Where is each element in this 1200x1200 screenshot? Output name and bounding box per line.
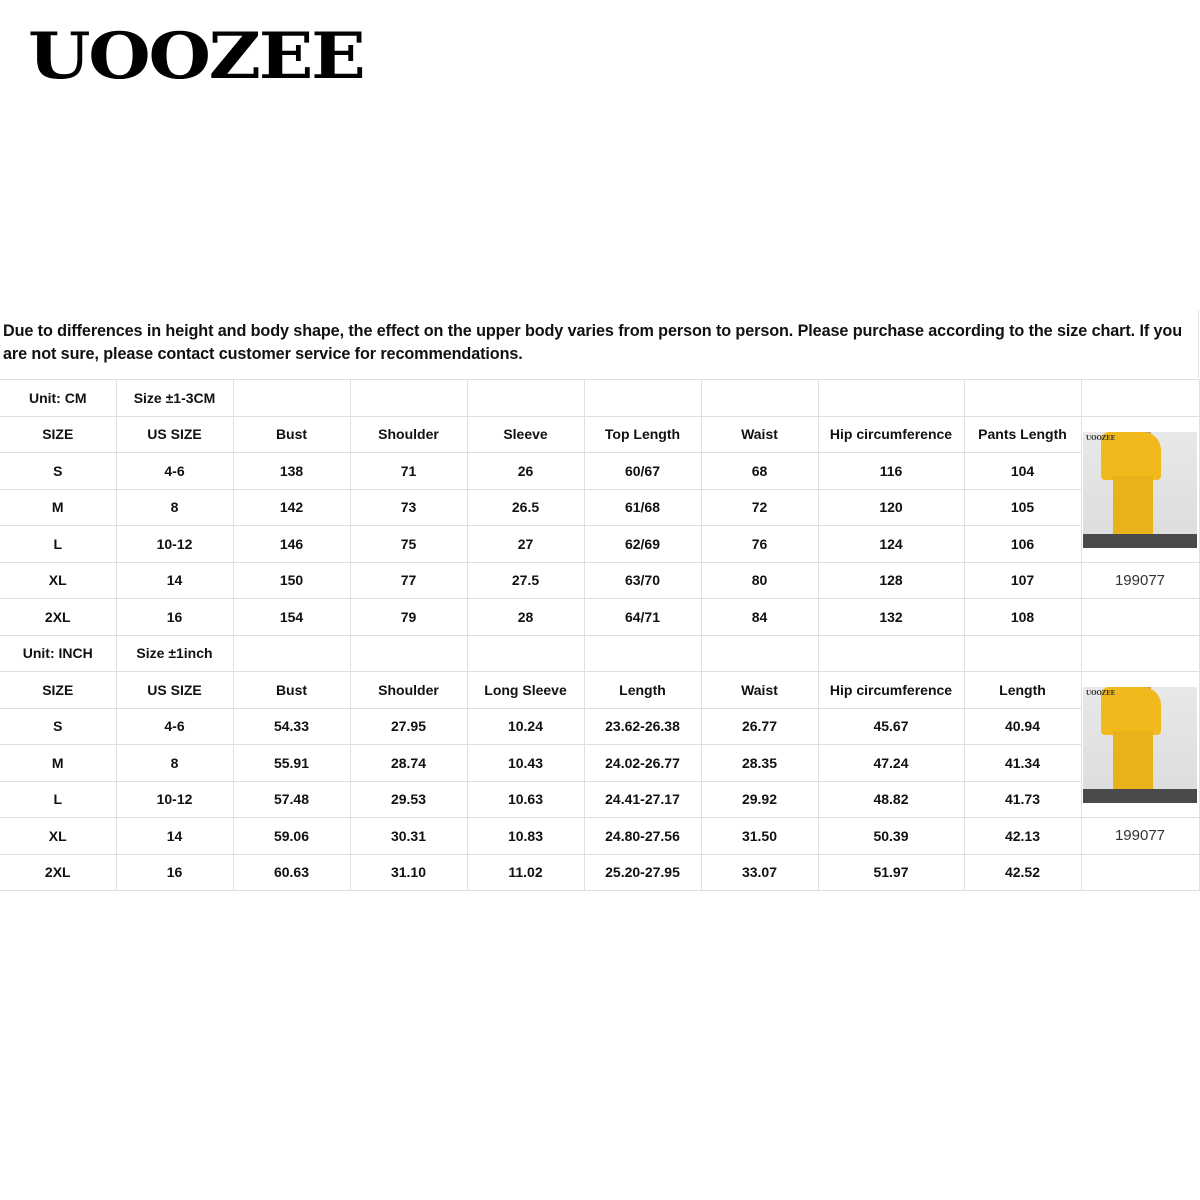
column-header: Hip circumference bbox=[818, 672, 964, 709]
product-photo bbox=[1083, 687, 1197, 803]
inch_table-header-row bbox=[0, 672, 1199, 709]
table-cell: 59.06 bbox=[233, 818, 350, 855]
table-row bbox=[0, 745, 1199, 782]
table-cell: 33.07 bbox=[701, 854, 818, 891]
table-cell: M bbox=[0, 489, 116, 526]
table-cell: 42.52 bbox=[964, 854, 1081, 891]
table-cell: 106 bbox=[964, 526, 1081, 563]
table-cell: 80 bbox=[701, 562, 818, 599]
column-header: Hip circumference bbox=[818, 416, 964, 453]
empty-cell bbox=[964, 635, 1081, 672]
table-cell: 24.80-27.56 bbox=[584, 818, 701, 855]
table-cell: 104 bbox=[964, 453, 1081, 490]
table-cell: 124 bbox=[818, 526, 964, 563]
empty-cell bbox=[701, 635, 818, 672]
table-cell: 4-6 bbox=[116, 708, 233, 745]
table-cell: 31.50 bbox=[701, 818, 818, 855]
table-cell: 2XL bbox=[0, 599, 116, 636]
table-cell: 55.91 bbox=[233, 745, 350, 782]
table-cell: 24.41-27.17 bbox=[584, 781, 701, 818]
empty-cell bbox=[584, 635, 701, 672]
table-cell: 26.77 bbox=[701, 708, 818, 745]
empty-cell bbox=[818, 635, 964, 672]
table-cell: 29.92 bbox=[701, 781, 818, 818]
table-cell: 10-12 bbox=[116, 781, 233, 818]
table-cell: 14 bbox=[116, 562, 233, 599]
table-row bbox=[0, 562, 1199, 599]
empty-cell bbox=[584, 380, 701, 417]
table-row bbox=[0, 599, 1199, 636]
table-cell: 10.24 bbox=[467, 708, 584, 745]
table-cell: S bbox=[0, 708, 116, 745]
empty-cell bbox=[233, 380, 350, 417]
table-cell: XL bbox=[0, 562, 116, 599]
table-cell: 25.20-27.95 bbox=[584, 854, 701, 891]
table-cell: 105 bbox=[964, 489, 1081, 526]
column-header: Pants Length bbox=[964, 416, 1081, 453]
table-cell: 132 bbox=[818, 599, 964, 636]
table-cell: S bbox=[0, 453, 116, 490]
table-cell: 27.5 bbox=[467, 562, 584, 599]
empty-cell bbox=[964, 380, 1081, 417]
table-cell: 76 bbox=[701, 526, 818, 563]
table-cell: 61/68 bbox=[584, 489, 701, 526]
table-cell: 60.63 bbox=[233, 854, 350, 891]
table-cell: 14 bbox=[116, 818, 233, 855]
table-cell: 16 bbox=[116, 854, 233, 891]
table-cell: 50.39 bbox=[818, 818, 964, 855]
column-header: Bust bbox=[233, 672, 350, 709]
table-cell: 77 bbox=[350, 562, 467, 599]
column-header: Waist bbox=[701, 416, 818, 453]
table-cell: 10-12 bbox=[116, 526, 233, 563]
unit-label: Unit: CM bbox=[0, 380, 116, 417]
table-cell: 42.13 bbox=[964, 818, 1081, 855]
table-cell: 63/70 bbox=[584, 562, 701, 599]
column-header: SIZE bbox=[0, 416, 116, 453]
table-cell: 108 bbox=[964, 599, 1081, 636]
table-cell: XL bbox=[0, 818, 116, 855]
empty-cell bbox=[1081, 380, 1199, 417]
photo-watermark: UOOZEE bbox=[1086, 434, 1116, 442]
column-header: Length bbox=[584, 672, 701, 709]
column-header: Sleeve bbox=[467, 416, 584, 453]
empty-cell bbox=[1081, 599, 1199, 636]
empty-cell bbox=[350, 380, 467, 417]
table-cell: 54.33 bbox=[233, 708, 350, 745]
column-header: Shoulder bbox=[350, 672, 467, 709]
brand-logo: UOOZEE bbox=[28, 19, 364, 94]
table-cell: 11.02 bbox=[467, 854, 584, 891]
column-header: Waist bbox=[701, 672, 818, 709]
product-code: 199077 bbox=[1081, 818, 1199, 855]
table-cell: 10.63 bbox=[467, 781, 584, 818]
table-cell: 10.83 bbox=[467, 818, 584, 855]
inch_table-unit-row bbox=[0, 635, 1199, 672]
table-cell: 138 bbox=[233, 453, 350, 490]
table-row bbox=[0, 453, 1199, 490]
table-cell: 68 bbox=[701, 453, 818, 490]
empty-cell bbox=[467, 380, 584, 417]
table-cell: 23.62-26.38 bbox=[584, 708, 701, 745]
table-cell: 27.95 bbox=[350, 708, 467, 745]
empty-cell bbox=[233, 635, 350, 672]
product-image-cell bbox=[1081, 416, 1199, 562]
column-header: SIZE bbox=[0, 672, 116, 709]
table-cell: 24.02-26.77 bbox=[584, 745, 701, 782]
table-row bbox=[0, 489, 1199, 526]
column-header: US SIZE bbox=[116, 672, 233, 709]
table-cell: 150 bbox=[233, 562, 350, 599]
table-cell: 8 bbox=[116, 489, 233, 526]
table-row bbox=[0, 854, 1199, 891]
empty-cell bbox=[1081, 635, 1199, 672]
table-cell: 79 bbox=[350, 599, 467, 636]
table-cell: 57.48 bbox=[233, 781, 350, 818]
table-cell: 64/71 bbox=[584, 599, 701, 636]
notice-section bbox=[0, 310, 1199, 378]
table-cell: 26.5 bbox=[467, 489, 584, 526]
table-cell: 45.67 bbox=[818, 708, 964, 745]
column-header: Top Length bbox=[584, 416, 701, 453]
empty-cell bbox=[467, 635, 584, 672]
size-tolerance: Size ±1inch bbox=[116, 635, 233, 672]
size-chart-table bbox=[0, 379, 1200, 891]
table-row bbox=[0, 818, 1199, 855]
empty-cell bbox=[1081, 854, 1199, 891]
table-cell: 30.31 bbox=[350, 818, 467, 855]
table-cell: 47.24 bbox=[818, 745, 964, 782]
table-cell: 16 bbox=[116, 599, 233, 636]
unit-label: Unit: INCH bbox=[0, 635, 116, 672]
table-cell: 8 bbox=[116, 745, 233, 782]
column-header: Long Sleeve bbox=[467, 672, 584, 709]
photo-watermark: UOOZEE bbox=[1086, 690, 1116, 697]
table-row bbox=[0, 526, 1199, 563]
table-row bbox=[0, 781, 1199, 818]
table-cell: 71 bbox=[350, 453, 467, 490]
table-cell: 40.94 bbox=[964, 708, 1081, 745]
table-cell: 128 bbox=[818, 562, 964, 599]
size-notice-text: Due to differences in height and body shape, the effect on the upper body varies from person to person. Please purchase according to the size chart. If you are not sure, please contact customer service for recommendations. bbox=[3, 322, 1183, 363]
table-cell: 29.53 bbox=[350, 781, 467, 818]
product-image-cell bbox=[1081, 672, 1199, 818]
table-cell: 73 bbox=[350, 489, 467, 526]
floor bbox=[1083, 789, 1197, 803]
table-cell: 28.35 bbox=[701, 745, 818, 782]
table-row bbox=[0, 708, 1199, 745]
column-header: Shoulder bbox=[350, 416, 467, 453]
cm_table-header-row bbox=[0, 416, 1199, 453]
table-cell: 31.10 bbox=[350, 854, 467, 891]
table-cell: 84 bbox=[701, 599, 818, 636]
floor bbox=[1083, 534, 1197, 548]
table-cell: 48.82 bbox=[818, 781, 964, 818]
table-cell: 26 bbox=[467, 453, 584, 490]
table-cell: 72 bbox=[701, 489, 818, 526]
table-cell: 10.43 bbox=[467, 745, 584, 782]
table-cell: 41.34 bbox=[964, 745, 1081, 782]
column-header: Length bbox=[964, 672, 1081, 709]
table-cell: 4-6 bbox=[116, 453, 233, 490]
empty-cell bbox=[701, 380, 818, 417]
table-cell: 142 bbox=[233, 489, 350, 526]
column-header: US SIZE bbox=[116, 416, 233, 453]
table-cell: 28 bbox=[467, 599, 584, 636]
table-cell: 28.74 bbox=[350, 745, 467, 782]
table-cell: 107 bbox=[964, 562, 1081, 599]
column-header: Bust bbox=[233, 416, 350, 453]
table-cell: L bbox=[0, 526, 116, 563]
table-cell: 154 bbox=[233, 599, 350, 636]
table-cell: 146 bbox=[233, 526, 350, 563]
table-cell: 51.97 bbox=[818, 854, 964, 891]
table-cell: L bbox=[0, 781, 116, 818]
empty-cell bbox=[350, 635, 467, 672]
table-cell: 27 bbox=[467, 526, 584, 563]
cm_table-unit-row bbox=[0, 380, 1199, 417]
product-code: 199077 bbox=[1081, 562, 1199, 599]
table-cell: 60/67 bbox=[584, 453, 701, 490]
table-cell: M bbox=[0, 745, 116, 782]
empty-cell bbox=[818, 380, 964, 417]
table-cell: 62/69 bbox=[584, 526, 701, 563]
size-tolerance: Size ±1-3CM bbox=[116, 380, 233, 417]
table-cell: 116 bbox=[818, 453, 964, 490]
table-cell: 75 bbox=[350, 526, 467, 563]
table-cell: 41.73 bbox=[964, 781, 1081, 818]
product-photo bbox=[1083, 432, 1197, 548]
table-cell: 2XL bbox=[0, 854, 116, 891]
table-cell: 120 bbox=[818, 489, 964, 526]
